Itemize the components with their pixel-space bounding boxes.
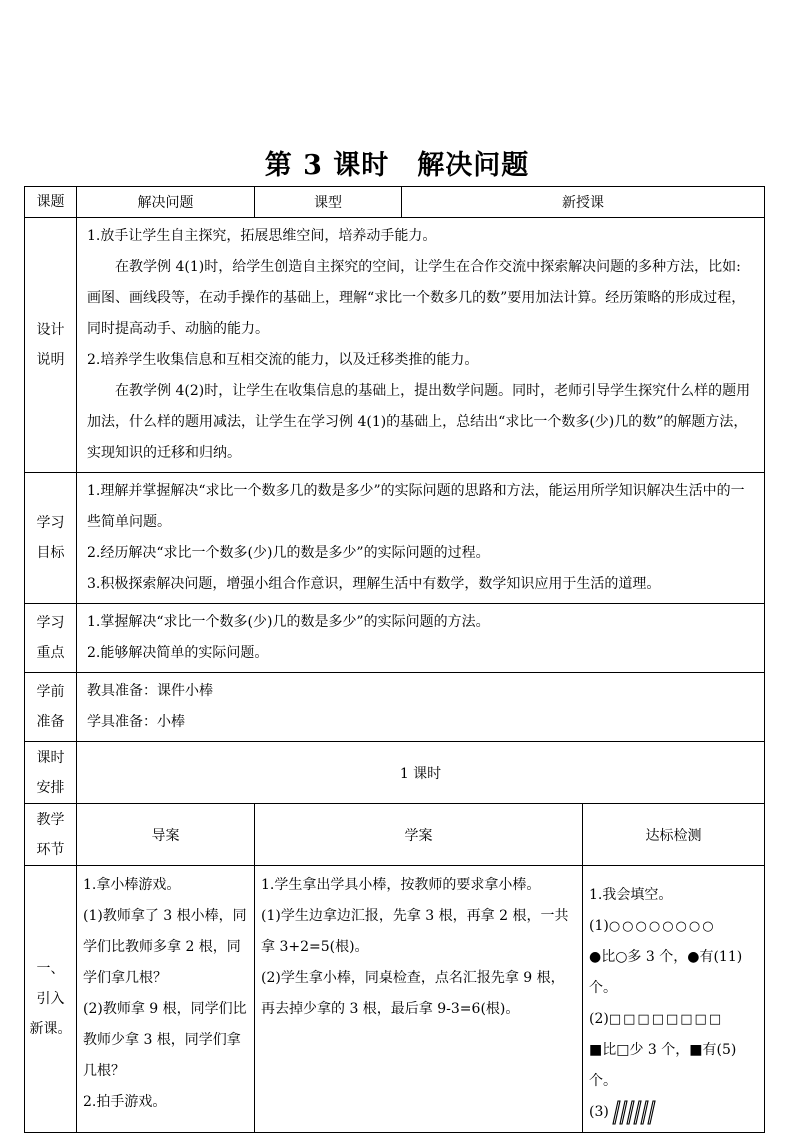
intro-study bbox=[255, 866, 583, 1133]
prep-row bbox=[25, 673, 765, 742]
study-line: 1.学生拿出学具小棒，按教师的要求拿小棒。 bbox=[261, 877, 541, 893]
goals-label: 学习 目标 bbox=[25, 473, 77, 604]
page-title: 第 3 课时 解决问题 bbox=[264, 150, 530, 181]
phase-header-row bbox=[25, 804, 765, 866]
design-content bbox=[77, 218, 765, 473]
guide-line: (2)教师拿 9 根，同学们比教师少拿 3 根，同学们拿几根？ bbox=[83, 1001, 247, 1079]
prep-p1: 教具准备：课件小棒 bbox=[87, 683, 213, 699]
check-column-header: 达标检测 bbox=[583, 804, 765, 866]
intro-guide bbox=[77, 866, 255, 1133]
guide-line: (1)教师拿了 3 根小棒，同学们比教师多拿 2 根，同学们拿几根？ bbox=[83, 908, 247, 986]
design-p1: 1.放手让学生自主探究，拓展思维空间，培养动手能力。 bbox=[87, 228, 437, 244]
schedule-label: 课时 安排 bbox=[25, 742, 77, 804]
schedule-row bbox=[25, 742, 765, 804]
header-row bbox=[25, 187, 765, 218]
check-q3: (3) bbox=[589, 1097, 758, 1128]
guide-column-header: 导案 bbox=[77, 804, 255, 866]
goals-row bbox=[25, 473, 765, 604]
design-row bbox=[25, 218, 765, 473]
goals-p2: 2.经历解决“求比一个数多(少)几的数是多少”的实际问题的过程。 bbox=[87, 545, 490, 561]
goals-p3: 3.积极探索解决问题，增强小组合作意识，理解生活中有数学，数学知识应用于生活的道理。 bbox=[87, 576, 661, 592]
type-value: 新授课 bbox=[402, 187, 765, 218]
design-p3: 2.培养学生收集信息和互相交流的能力，以及迁移类推的能力。 bbox=[87, 352, 479, 368]
circle-shapes: ○○○○○○○○ bbox=[608, 919, 716, 934]
design-p4: 在教学例 4(2)时，让学生在收集信息的基础上，提出数学问题。同时，老师引导学生探究什么样的题用加法，什么样的题用减法，让学生在学习例 4(1)的基础上，总结出“求比一个数多(少)几的数”的解题方法，实现知识的迁移和归纳。 bbox=[87, 383, 751, 461]
lesson-plan-table bbox=[24, 186, 765, 1133]
goals-p1: 1.理解并掌握解决“求比一个数多几的数是多少”的实际问题的思路和方法，能运用所学知识解决生活中的一些简单问题。 bbox=[87, 483, 745, 530]
sticks-icon bbox=[609, 1098, 659, 1126]
focus-label: 学习 重点 bbox=[25, 604, 77, 673]
type-label: 课型 bbox=[255, 187, 402, 218]
intro-check bbox=[583, 866, 765, 1133]
intro-label: 一、 引入 新课。 bbox=[25, 866, 77, 1133]
prep-content bbox=[77, 673, 765, 742]
study-line: (1)学生边拿边汇报，先拿 3 根，再拿 2 根，一共拿 3+2=5(根)。 bbox=[261, 908, 569, 955]
design-label: 设计 说明 bbox=[25, 218, 77, 473]
check-heading: 1.我会填空。 bbox=[589, 887, 673, 903]
check-q2-answer: ■比□少 3 个，■有(5)个。 bbox=[589, 1042, 737, 1089]
focus-p2: 2.能够解决简单的实际问题。 bbox=[87, 645, 269, 661]
check-q1-answer: ●比○多 3 个，●有(11)个。 bbox=[589, 949, 743, 996]
prep-p2: 学具准备：小棒 bbox=[87, 714, 185, 730]
study-line: (2)学生拿小棒，同桌检查，点名汇报先拿 9 根，再去掉少拿的 3 根，最后拿 9-3=6(根)。 bbox=[261, 970, 565, 1017]
focus-p1: 1.掌握解决“求比一个数多(少)几的数是多少”的实际问题的方法。 bbox=[87, 614, 490, 630]
check-q2-shapes: (2)□□□□□□□□ bbox=[589, 1011, 724, 1027]
schedule-value: 1 课时 bbox=[77, 742, 765, 804]
design-p2: 在教学例 4(1)时，给学生创造自主探究的空间，让学生在合作交流中探索解决问题的多种方法，比如: 画图、画线段等，在动手操作的基础上，理解“求比一个数多几的数”要用加法计算。经历策略的形成过程，同时提高动手、动脑的能力。 bbox=[87, 259, 746, 337]
check-q1-shapes: (1)○○○○○○○○ bbox=[589, 918, 716, 934]
goals-content bbox=[77, 473, 765, 604]
topic-label: 课题 bbox=[25, 187, 77, 218]
topic-value: 解决问题 bbox=[77, 187, 255, 218]
prep-label: 学前 准备 bbox=[25, 673, 77, 742]
phase-label: 教学 环节 bbox=[25, 804, 77, 866]
guide-line: 1.拿小棒游戏。 bbox=[83, 877, 181, 893]
focus-row bbox=[25, 604, 765, 673]
focus-content bbox=[77, 604, 765, 673]
study-column-header: 学案 bbox=[255, 804, 583, 866]
square-shapes: □□□□□□□□ bbox=[608, 1012, 724, 1027]
guide-line: 2.拍手游戏。 bbox=[83, 1094, 167, 1110]
intro-row bbox=[25, 866, 765, 1133]
